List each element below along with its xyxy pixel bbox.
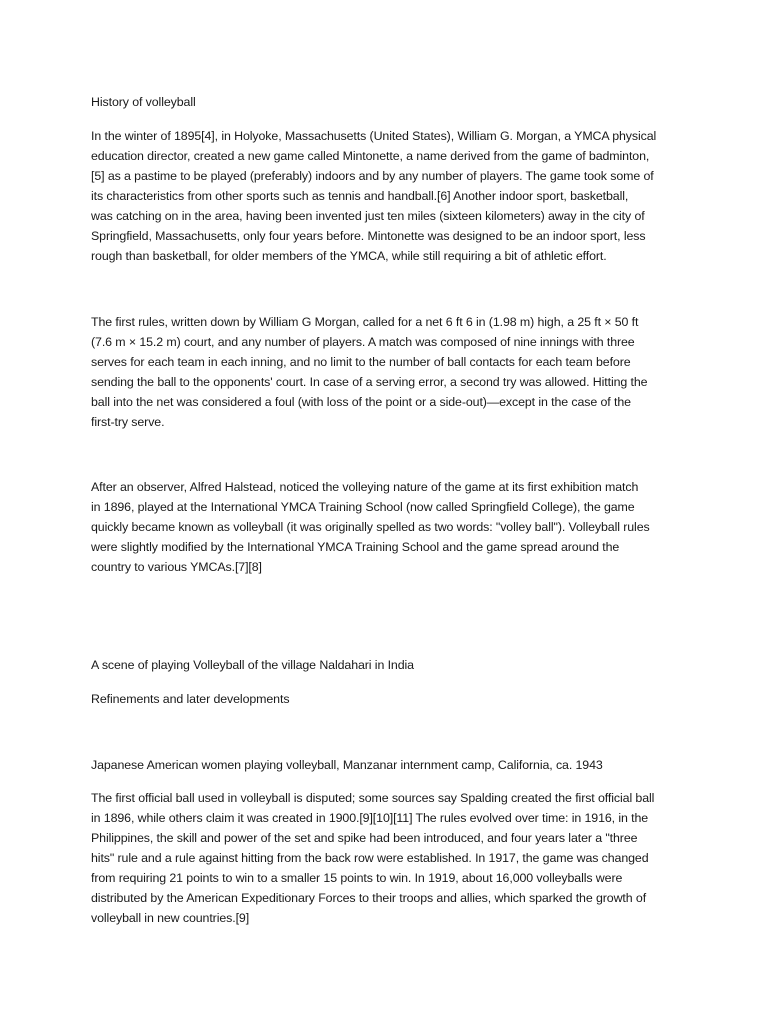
image-caption: A scene of playing Volleyball of the village Naldahari in India [91,658,414,672]
paragraph-line: The first rules, written down by William G Morgan, called for a net 6 ft 6 in (1.98 m) high, a 25 ft × 50 ft [91,315,639,329]
paragraph-line: The first official ball used in volleyball is disputed; some sources say Spalding created the first official ball [91,791,655,805]
paragraph-line: In the winter of 1895[4], in Holyoke, Massachusetts (United States), William G. Morgan, a YMCA physical [91,129,657,143]
section-heading: Refinements and later developments [91,692,290,706]
paragraph-line: were slightly modified by the International YMCA Training School and the game spread around the [91,540,620,554]
paragraph-line: rough than basketball, for older members of the YMCA, while still requiring a bit of athletic effort. [91,249,607,263]
paragraph-line: in 1896, while others claim it was created in 1900.[9][10][11] The rules evolved over time: in 1916, in the [91,811,649,825]
paragraph-line: its characteristics from other sports such as tennis and handball.[6] Another indoor sport, basketball, [91,189,629,203]
paragraph-line: country to various YMCAs.[7][8] [91,560,262,574]
paragraph-line: hits" rule and a rule against hitting from the back row were established. In 1917, the game was changed [91,851,649,865]
paragraph-line: [5] as a pastime to be played (preferably) indoors and by any number of players. The game took some of [91,169,654,183]
paragraph-line: (7.6 m × 15.2 m) court, and any number of players. A match was composed of nine innings with three [91,335,635,349]
paragraph-line: Springfield, Massachusetts, only four years before. Mintonette was designed to be an indoor sport, less [91,229,646,243]
paragraph-line: After an observer, Alfred Halstead, noticed the volleying nature of the game at its first exhibition match [91,480,639,494]
paragraph-line: distributed by the American Expeditionary Forces to their troops and allies, which sparked the growth of [91,891,647,905]
document-title: History of volleyball [91,95,196,109]
paragraph-line: from requiring 21 points to win to a smaller 15 points to win. In 1919, about 16,000 volleyballs were [91,871,623,885]
paragraph-line: serves for each team in each inning, and no limit to the number of ball contacts for each team before [91,355,631,369]
paragraph-line: quickly became known as volleyball (it was originally spelled as two words: "volley ball"). Volleyball rules [91,520,650,534]
paragraph-line: in 1896, played at the International YMCA Training School (now called Springfield College), the game [91,500,635,514]
image-caption: Japanese American women playing volleyball, Manzanar internment camp, California, ca. 1943 [91,758,603,772]
paragraph-line: ball into the net was considered a foul (with loss of the point or a side-out)—except in the case of the [91,395,631,409]
paragraph-line: Philippines, the skill and power of the set and spike had been introduced, and four years later a "three [91,831,638,845]
paragraph-line: volleyball in new countries.[9] [91,911,250,925]
paragraph-line: education director, created a new game called Mintonette, a name derived from the game of badminton, [91,149,650,163]
paragraph-line: first-try serve. [91,415,165,429]
paragraph-line: sending the ball to the opponents' court. In case of a serving error, a second try was allowed. Hitting the [91,375,648,389]
paragraph-line: was catching on in the area, having been invented just ten miles (sixteen kilometers) away in the city of [91,209,645,223]
